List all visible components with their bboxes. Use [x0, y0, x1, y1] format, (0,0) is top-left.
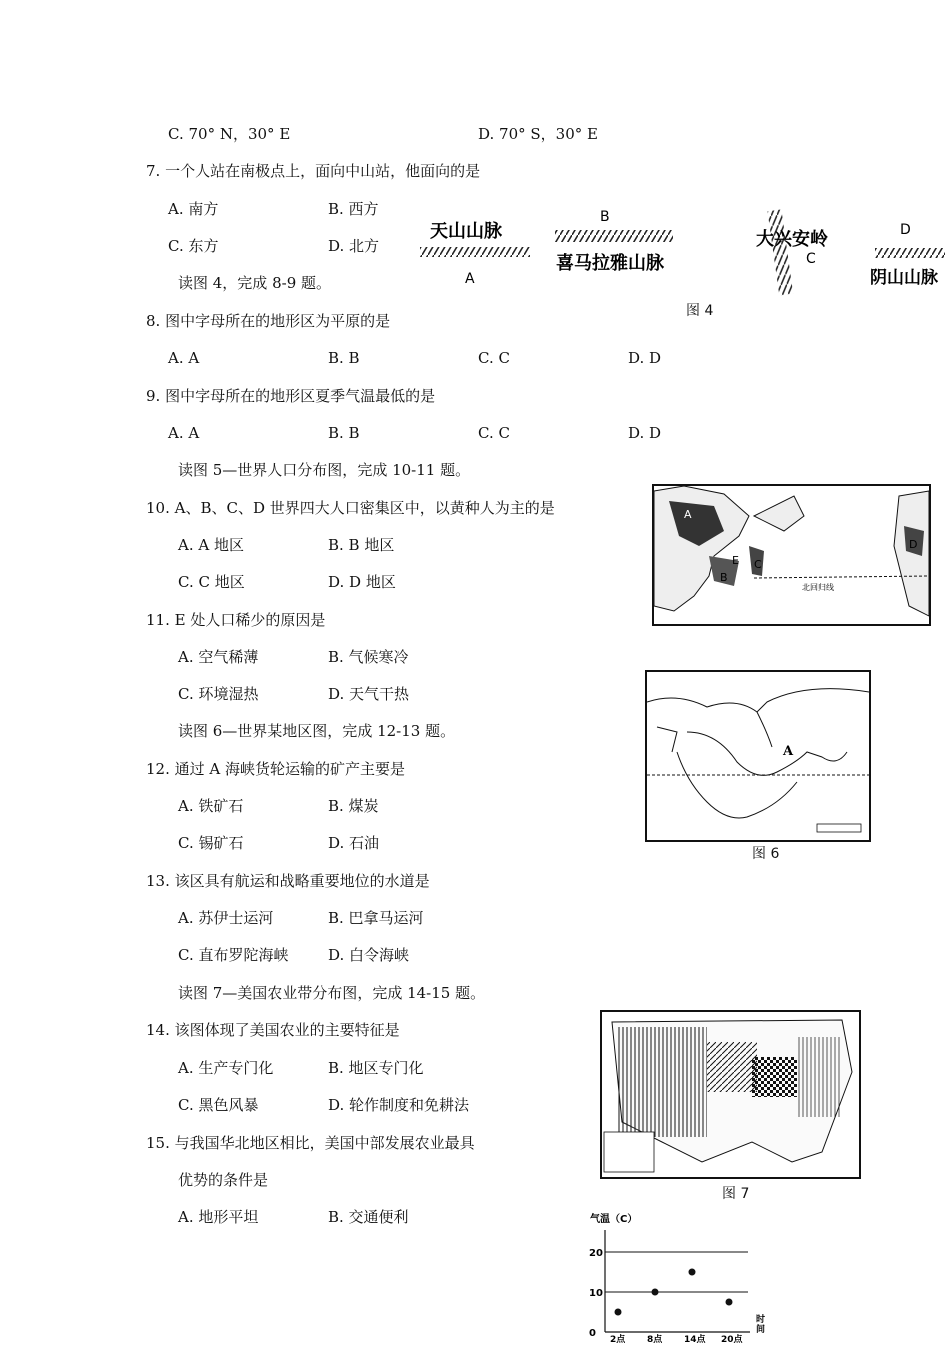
y-tick-label-0: 0	[589, 1328, 596, 1339]
q14-stem: 14. 该图体现了美国农业的主要特征是	[146, 1021, 400, 1039]
q9-stem: 9. 图中字母所在的地形区夏季气温最低的是	[146, 387, 436, 405]
mountain-ranges-diagram	[410, 205, 950, 315]
y-tick-label-1: 10	[589, 1288, 603, 1299]
q14-option-a: A. 生产专门化	[178, 1059, 274, 1077]
label-a: A	[465, 271, 475, 287]
read-fig5: 读图 5—世界人口分布图，完成 10-11 题。	[178, 461, 471, 479]
q13-option-c: C. 直布罗陀海峡	[178, 946, 289, 964]
data-point-0	[615, 1309, 622, 1316]
q13-option-b: B. 巴拿马运河	[328, 909, 424, 927]
x-tick-label-3: 20点	[721, 1335, 743, 1344]
q10-option-d: D. D 地区	[328, 573, 396, 591]
q7-stem: 7. 一个人站在南极点上，面向中山站，他面向的是	[146, 162, 481, 180]
tropic-of-cancer-label: 北回归线	[802, 583, 834, 592]
chart-ylabel: 气温（C）	[590, 1214, 638, 1225]
q10-stem: 10. A、B、C、D 世界四大人口密集区中，以黄种人为主的是	[146, 499, 555, 517]
map5-label-e: E	[732, 554, 739, 567]
map5-label-b: B	[720, 571, 728, 584]
data-point-1	[652, 1289, 659, 1296]
q9-option-a: A. A	[168, 424, 200, 442]
q14-option-c: C. 黑色风暴	[178, 1096, 259, 1114]
q10-option-c: C. C 地区	[178, 573, 245, 591]
read-fig6: 读图 6—世界某地区图，完成 12-13 题。	[178, 722, 456, 740]
tianshan-label: 天山山脉	[430, 221, 502, 242]
q7-option-a: A. 南方	[168, 200, 219, 218]
q9-option-d: D. D	[628, 424, 662, 442]
chart-xlabel-1: 时	[756, 1315, 766, 1325]
x-tick-label-1: 8点	[647, 1335, 663, 1344]
read-fig4: 读图 4，完成 8-9 题。	[178, 274, 332, 292]
q8-option-c: C. C	[478, 349, 510, 367]
chart-xlabel-2: 间	[756, 1325, 766, 1335]
figure-6-middle-east-map	[645, 670, 871, 842]
q11-stem: 11. E 处人口稀少的原因是	[146, 611, 326, 629]
q7-option-b: B. 西方	[328, 200, 379, 218]
label-b: B	[600, 209, 610, 225]
yinshan-label: 阴山山脉	[870, 268, 938, 288]
q7-option-c: C. 东方	[168, 237, 219, 255]
q13-stem: 13. 该区具有航运和战略重要地位的水道是	[146, 872, 430, 890]
q11-option-d: D. 天气干热	[328, 685, 410, 703]
y-tick-label-2: 20	[589, 1248, 603, 1259]
figure-6-caption: 图 6	[752, 846, 780, 862]
q12-option-c: C. 锡矿石	[178, 834, 244, 852]
q6-option-d: D. 70° S，30° E	[478, 125, 598, 143]
map5-label-c: C	[754, 558, 762, 571]
q12-option-b: B. 煤炭	[328, 797, 379, 815]
data-point-2	[689, 1269, 696, 1276]
q15-stem-line1: 15. 与我国华北地区相比，美国中部发展农业最具	[146, 1134, 475, 1152]
q8-option-b: B. B	[328, 349, 360, 367]
himalaya-label: 喜马拉雅山脉	[556, 253, 664, 274]
figure-5-population-map	[652, 484, 931, 626]
q9-option-c: C. C	[478, 424, 510, 442]
label-d: D	[900, 222, 911, 238]
q13-option-d: D. 白令海峡	[328, 946, 410, 964]
q12-option-a: A. 铁矿石	[178, 797, 244, 815]
x-tick-label-0: 2点	[610, 1335, 626, 1344]
q7-option-d: D. 北方	[328, 237, 380, 255]
q10-option-b: B. B 地区	[328, 536, 395, 554]
strait-label-a: A	[783, 744, 794, 759]
label-c: C	[806, 251, 816, 267]
q8-option-d: D. D	[628, 349, 662, 367]
q15-stem-line2: 优势的条件是	[178, 1171, 269, 1189]
read-fig7: 读图 7—美国农业带分布图，完成 14-15 题。	[178, 984, 486, 1002]
q11-option-a: A. 空气稀薄	[178, 648, 259, 666]
q14-option-b: B. 地区专门化	[328, 1059, 424, 1077]
map5-label-a: A	[684, 508, 692, 521]
q11-option-c: C. 环境湿热	[178, 685, 259, 703]
q9-option-b: B. B	[328, 424, 360, 442]
temperature-chart	[580, 1208, 780, 1344]
q12-option-d: D. 石油	[328, 834, 380, 852]
q13-option-a: A. 苏伊士运河	[178, 909, 274, 927]
daxinganling-label: 大兴安岭	[756, 229, 828, 250]
q11-option-b: B. 气候寒冷	[328, 648, 409, 666]
q6-option-c: C. 70° N，30° E	[168, 125, 291, 143]
q8-stem: 8. 图中字母所在的地形区为平原的是	[146, 312, 391, 330]
figure-7-us-agriculture-map	[600, 1010, 861, 1179]
q8-option-a: A. A	[168, 349, 200, 367]
q15-option-a: A. 地形平坦	[178, 1208, 259, 1226]
figure-7-caption: 图 7	[722, 1186, 750, 1202]
data-point-3	[726, 1299, 733, 1306]
q15-option-b: B. 交通便利	[328, 1208, 409, 1226]
map5-label-d: D	[909, 538, 918, 551]
figure-4	[410, 205, 950, 315]
x-tick-label-2: 14点	[684, 1335, 706, 1344]
figure-4-caption: 图 4	[686, 303, 714, 319]
q10-option-a: A. A 地区	[178, 536, 244, 554]
q14-option-d: D. 轮作制度和免耕法	[328, 1096, 470, 1114]
q12-stem: 12. 通过 A 海峡货轮运输的矿产主要是	[146, 760, 405, 778]
